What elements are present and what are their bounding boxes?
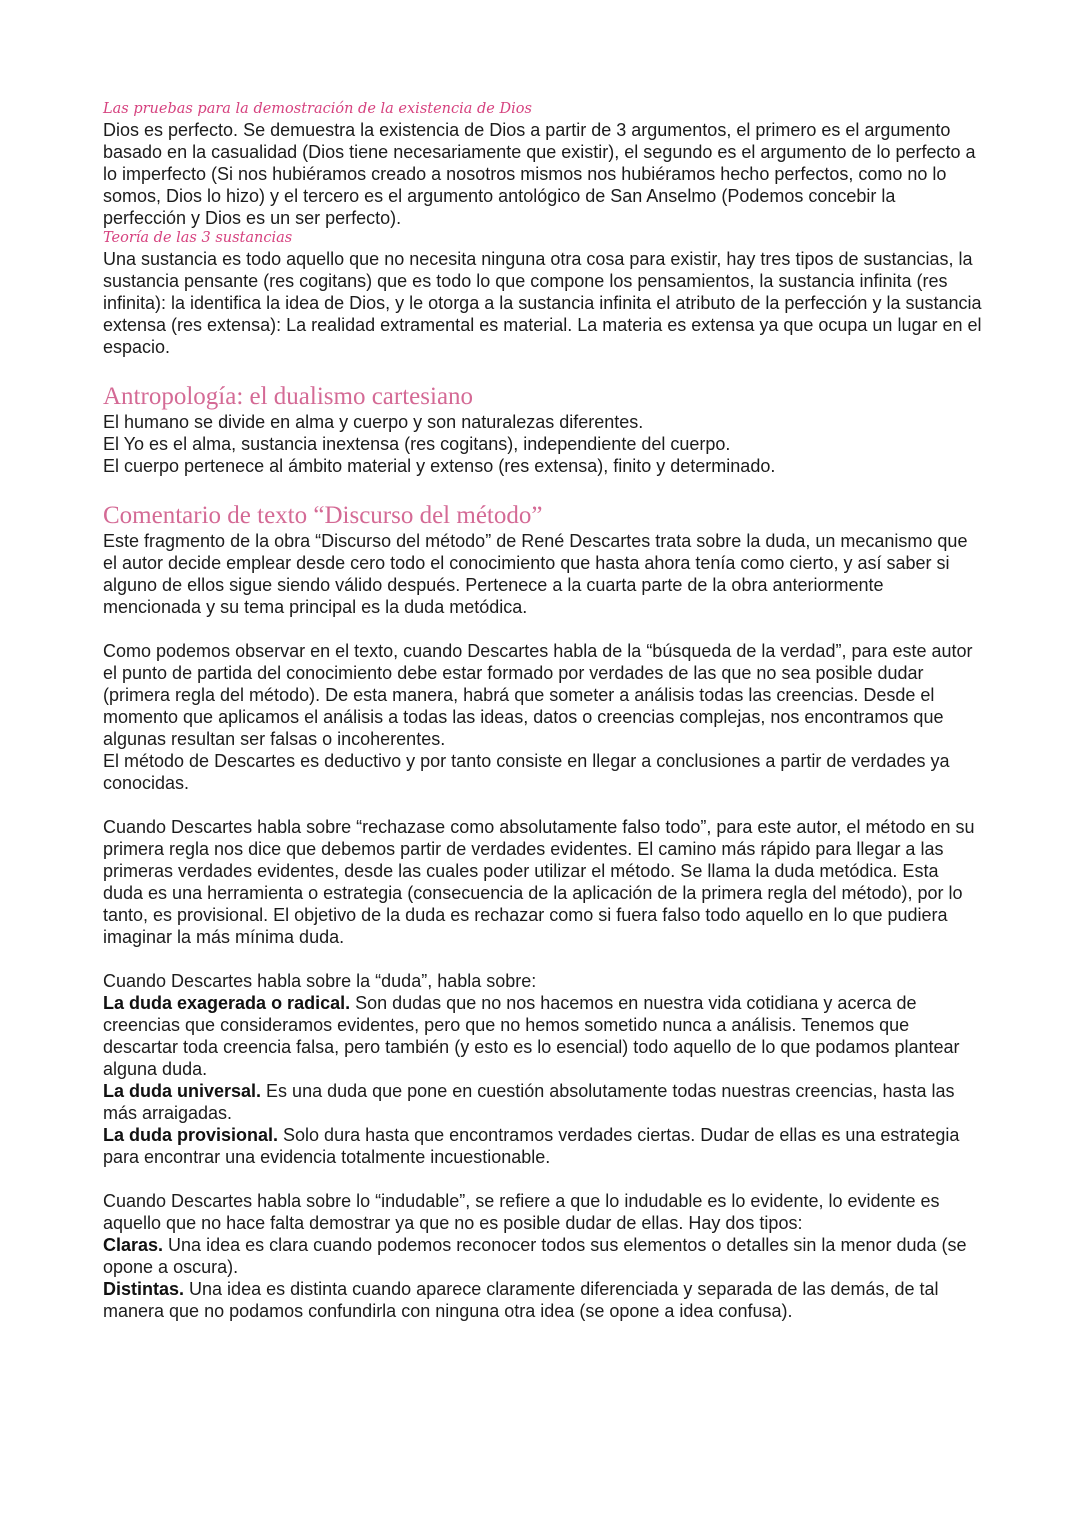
duda-item-radical <box>103 992 983 1080</box>
sustancias-heading: Teoría de las 3 sustancias <box>103 230 293 246</box>
pruebas-heading: Las pruebas para la demostración de la existencia de Dios <box>103 101 532 117</box>
tipo-distintas <box>103 1278 983 1322</box>
comentario-paragraph-1: Este fragmento de la obra “Discurso del método” de René Descartes trata sobre la duda, un mecanismo que el autor decide emplear desde cero todo el conocimiento que hasta ahora tenía como cierto, y así saber si alguno de ellos sigue siendo válido después. Pertenece a la cuarta parte de la obra anteriormente mencionada y su tema principal es la duda metódica. <box>103 531 968 617</box>
comentario-paragraph-2a: Como podemos observar en el texto, cuando Descartes habla de la “búsqueda de la verdad”, para este autor el punto de partida del conocimiento debe estar formado por verdades de las que no sea posible dudar (primera regla del método). De esta manera, habrá que someter a análisis todas las creencias. Desde el momento que aplicamos el análisis a todas las ideas, datos o creencias complejas, nos encontramos que algunas resultan ser falsas o incoherentes. <box>103 641 973 749</box>
duda-item-provisional <box>103 1124 983 1168</box>
duda-term: La duda exagerada o radical. <box>103 993 351 1013</box>
tipo-term: Distintas. <box>103 1279 185 1299</box>
duda-intro: Cuando Descartes habla sobre la “duda”, habla sobre: <box>103 971 537 991</box>
comentario-paragraph-3: Cuando Descartes habla sobre “rechazase como absolutamente falso todo”, para este autor, el método en su primera regla nos dice que debemos partir de verdades evidentes. El camino más rápido para llegar a las primeras verdades evidentes, desde las cuales poder utilizar el método. Se llama la duda metódica. Esta duda es una herramienta o estrategia (consecuencia de la aplicación de la primera regla del método), por lo tanto, es provisional. El objetivo de la duda es rechazar como si fuera falso todo aquello en lo que pudiera imaginar la más mínima duda. <box>103 817 975 947</box>
antropologia-title: Antropología: el dualismo cartesiano <box>103 383 474 410</box>
duda-text: Solo dura hasta que encontramos verdades ciertas. Dudar de ellas es una estrategia para encontrar una evidencia totalmente incuestionable. <box>103 1125 960 1167</box>
tipo-claras <box>103 1234 983 1278</box>
indudable-intro: Cuando Descartes habla sobre lo “indudable”, se refiere a que lo indudable es lo evidente, lo evidente es aquello que no hace falta demostrar ya que no es posible dudar de ellas. Hay dos tipos: <box>103 1191 940 1233</box>
tipo-term: Claras. <box>103 1235 164 1255</box>
duda-text: Es una duda que pone en cuestión absolutamente todas nuestras creencias, hasta las más arraigadas. <box>103 1081 955 1123</box>
pruebas-body: Dios es perfecto. Se demuestra la existencia de Dios a partir de 3 argumentos, el primero es el argumento basado en la casualidad (Dios tiene necesariamente que existir), el segundo es el argumento de lo perfecto a lo imperfecto (Si nos hubiéramos creado a nosotros mismos nos hubiéramos hecho perfectos, como no lo somos, Dios lo hizo) y el tercero es el argumento antológico de San Anselmo (Podemos concebir la perfección y Dios es un ser perfecto). <box>103 120 976 228</box>
duda-item-universal <box>103 1080 983 1124</box>
document-page <box>103 100 983 1322</box>
sustancias-body: Una sustancia es todo aquello que no necesita ninguna otra cosa para existir, hay tres tipos de sustancias, la sustancia pensante (res cogitans) que es todo lo que compone los pensamientos, la sustancia infinita (res infinita): la identifica la idea de Dios, y le otorga a la sustancia infinita el atributo de la perfección y la sustancia extensa (res extensa): La realidad extramental es material. La materia es extensa ya que ocupa un lugar en el espacio. <box>103 249 982 357</box>
comentario-paragraph-2b: El método de Descartes es deductivo y por tanto consiste en llegar a conclusiones a partir de verdades ya conocidas. <box>103 751 950 793</box>
duda-text: Son dudas que no nos hacemos en nuestra vida cotidiana y acerca de creencias que consideramos evidentes, pero que no hemos sometido nunca a análisis. Tenemos que descartar toda creencia falsa, pero también (y esto es lo esencial) todo aquello de lo que podamos plantear alguna duda. <box>103 993 960 1079</box>
tipo-text: Una idea es clara cuando podemos reconocer todos sus elementos o detalles sin la menor duda (se opone a oscura). <box>103 1235 967 1277</box>
comentario-title: Comentario de texto “Discurso del método” <box>103 502 543 529</box>
duda-term: La duda provisional. <box>103 1125 279 1145</box>
antropologia-line-2: El Yo es el alma, sustancia inextensa (res cogitans), independiente del cuerpo. <box>103 434 731 454</box>
antropologia-line-3: El cuerpo pertenece al ámbito material y extenso (res extensa), finito y determinado. <box>103 456 776 476</box>
duda-term: La duda universal. <box>103 1081 262 1101</box>
antropologia-line-1: El humano se divide en alma y cuerpo y son naturalezas diferentes. <box>103 412 644 432</box>
tipo-text: Una idea es distinta cuando aparece claramente diferenciada y separada de las demás, de tal manera que no podamos confundirla con ninguna otra idea (se opone a idea confusa). <box>103 1279 939 1321</box>
